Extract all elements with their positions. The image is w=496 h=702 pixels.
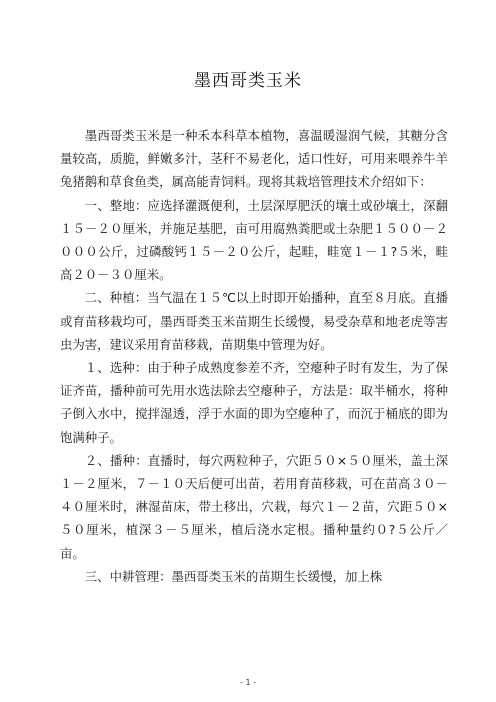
document-body <box>60 124 448 588</box>
paragraph-cultivation: 三、中耕管理：墨西哥类玉米的苗期生长缓慢，加上株 <box>84 568 383 584</box>
paragraph-planting: 二、种植：当气温在１５℃以上时即开始播种，直至８月底。直播或育苗移栽均可，墨西哥类玉米苗期生长缓慢，易受杂草和地老虎等害虫为害，建议采用育苗移栽，苗期集中管理为好。 <box>60 290 448 352</box>
paragraph-seed-selection: １、选种：由于种子成熟度参差不齐，空瘪种子时有发生，为了保证齐苗，播种前可先用水选法除去空瘪种子，方法是：取半桶水，将种子倒入水中，搅拌湿透，浮于水面的即为空瘪种了，而沉于桶底的即为饱满种子。 <box>60 360 448 445</box>
paragraph-intro: 墨西哥类玉米是一种禾本科草本植物，喜温暖湿润气候，其糖分含量较高，质脆，鲜嫩多汁，茎秆不易老化，适口性好，可用来喂养牛羊兔猪鹅和草食鱼类，属高能青饲料。现将其栽培管理技术介绍如下： <box>60 128 448 190</box>
page-number: - 1 - <box>240 678 256 687</box>
paragraph-land-preparation: 一、整地：应选择灌溉便利，土层深厚肥沃的壤土或砂壤土，深翻１５－２０厘米，并施足基肥，亩可用腐熟粪肥或土杂肥１５００－２０００公斤，过磷酸钙１５－２０公斤，起畦，畦宽１－１?５米，畦高２０－３０厘米。 <box>60 197 448 283</box>
document-title: 墨西哥类玉米 <box>194 71 302 91</box>
paragraph-sowing: ２、播种：直播时，每穴两粒种子，穴距５０×５０厘米，盖土深１－２厘米，７－１０天后便可出苗，若用育苗移栽，可在苗高３０－４０厘米时，淋湿苗床，带土移出，穴栽，每穴１－２苗，穴距５０×５０厘米，植深３－５厘米，植后浇水定根。播种量约０?５公斤／亩。 <box>60 452 448 561</box>
